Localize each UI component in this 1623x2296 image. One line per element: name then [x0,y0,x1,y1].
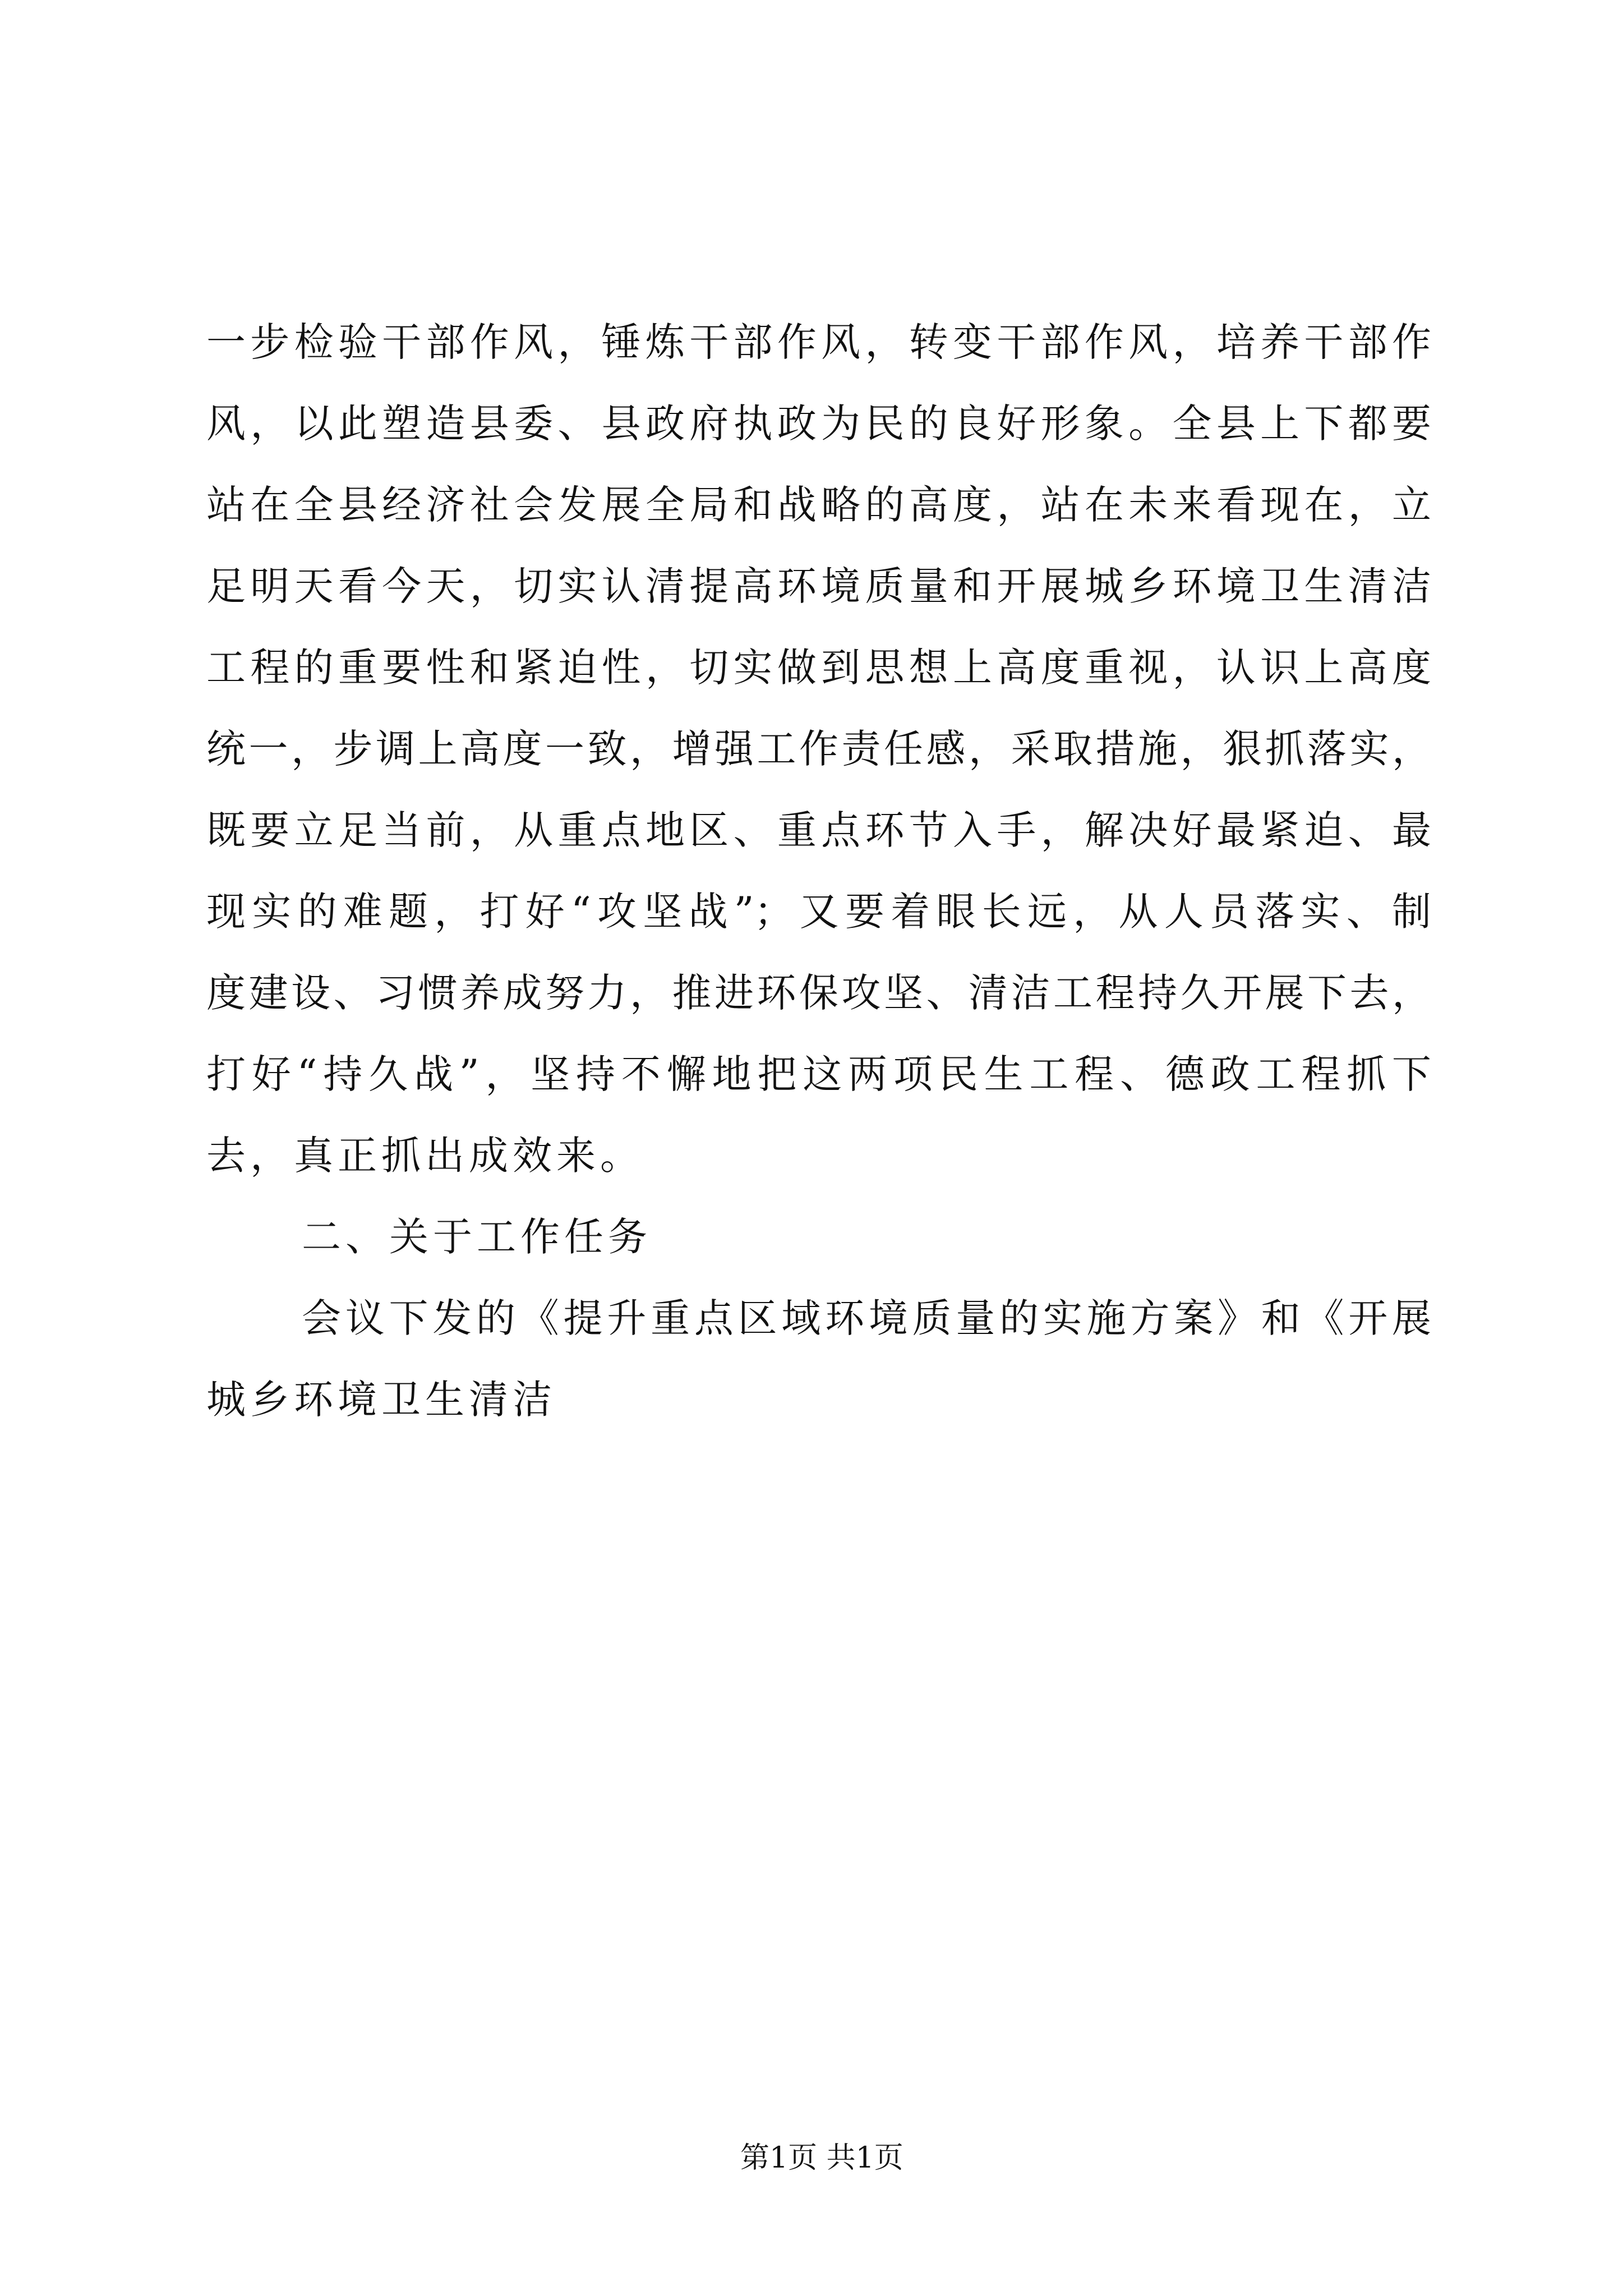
text-line: 工程的重要性和紧迫性，切实做到思想上高度重视，认识上高度 [206,645,1431,691]
text-line: 现实的难题，打好“攻坚战”；又要着眼长远，从人员落实、制 [206,889,1431,935]
page-number-footer: 第1页 共1页 [740,2141,903,2175]
text-line: 足明天看今天，切实认清提高环境质量和开展城乡环境卫生清洁 [206,563,1431,609]
document-body [206,302,1431,1441]
text-line: 城乡环境卫生清洁 [206,1377,556,1423]
text-line: 站在全县经济社会发展全局和战略的高度，站在未来看现在，立 [206,482,1431,528]
text-line: 去，真正抓出成效来。 [206,1133,644,1179]
section-heading: 二、关于工作任务 [302,1214,652,1260]
text-line: 统一，步调上高度一致，增强工作责任感，采取措施，狠抓落实， [206,726,1431,772]
text-line: 既要立足当前，从重点地区、重点环节入手，解决好最紧迫、最 [206,807,1431,853]
text-line: 度建设、习惯养成努力，推进环保攻坚、清洁工程持久开展下去， [206,970,1431,1016]
text-line: 打好“持久战”，坚持不懈地把这两项民生工程、德政工程抓下 [206,1051,1431,1097]
text-line: 会议下发的《提升重点区域环境质量的实施方案》和《开展 [302,1295,1431,1341]
text-line: 一步检验干部作风，锤炼干部作风，转变干部作风，培养干部作 [206,319,1431,365]
text-line: 风，以此塑造县委、县政府执政为民的良好形象。全县上下都要 [206,401,1431,447]
